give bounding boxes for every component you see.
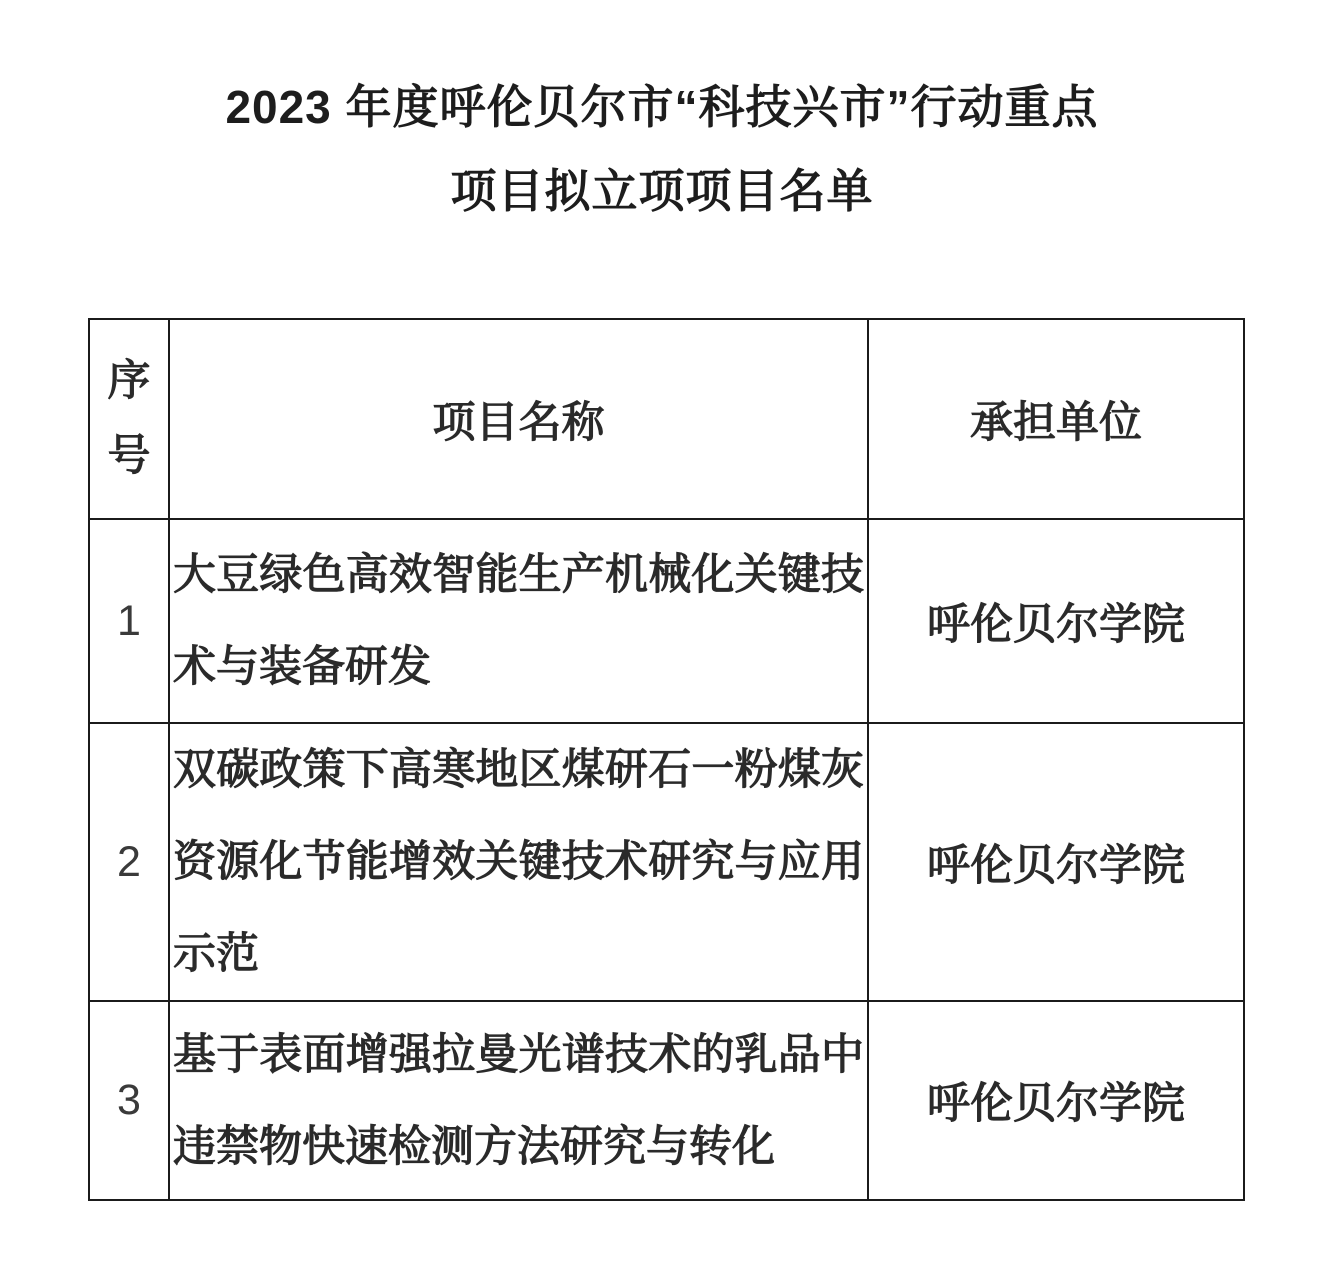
header-project-name: 项目名称 [169,319,868,519]
row-undertaking-unit: 呼伦贝尔学院 [868,1001,1244,1200]
row-project-name: 大豆绿色高效智能生产机械化关键技术与装备研发 [169,519,868,723]
projects-table [88,318,1245,1201]
document-title-line-1: 2023 年度呼伦贝尔市“科技兴市”行动重点 [225,81,1099,133]
row-seq: 2 [89,723,169,1001]
row-undertaking-unit: 呼伦贝尔学院 [868,723,1244,1001]
document-title-line-2: 项目拟立项项目名单 [450,165,874,217]
row-seq: 1 [89,519,169,723]
table-row [89,1001,1244,1200]
document-title [0,65,1324,233]
header-seq-label: 序号 [107,357,151,480]
row-project-name: 双碳政策下高寒地区煤研石一粉煤灰资源化节能增效关键技术研究与应用示范 [169,723,868,1001]
row-undertaking-unit: 呼伦贝尔学院 [868,519,1244,723]
header-seq [89,319,169,519]
table-header-row [89,319,1244,519]
row-seq: 3 [89,1001,169,1200]
table-row [89,723,1244,1001]
header-undertaking-unit: 承担单位 [868,319,1244,519]
table-row [89,519,1244,723]
row-project-name: 基于表面增强拉曼光谱技术的乳品中违禁物快速检测方法研究与转化 [169,1001,868,1200]
